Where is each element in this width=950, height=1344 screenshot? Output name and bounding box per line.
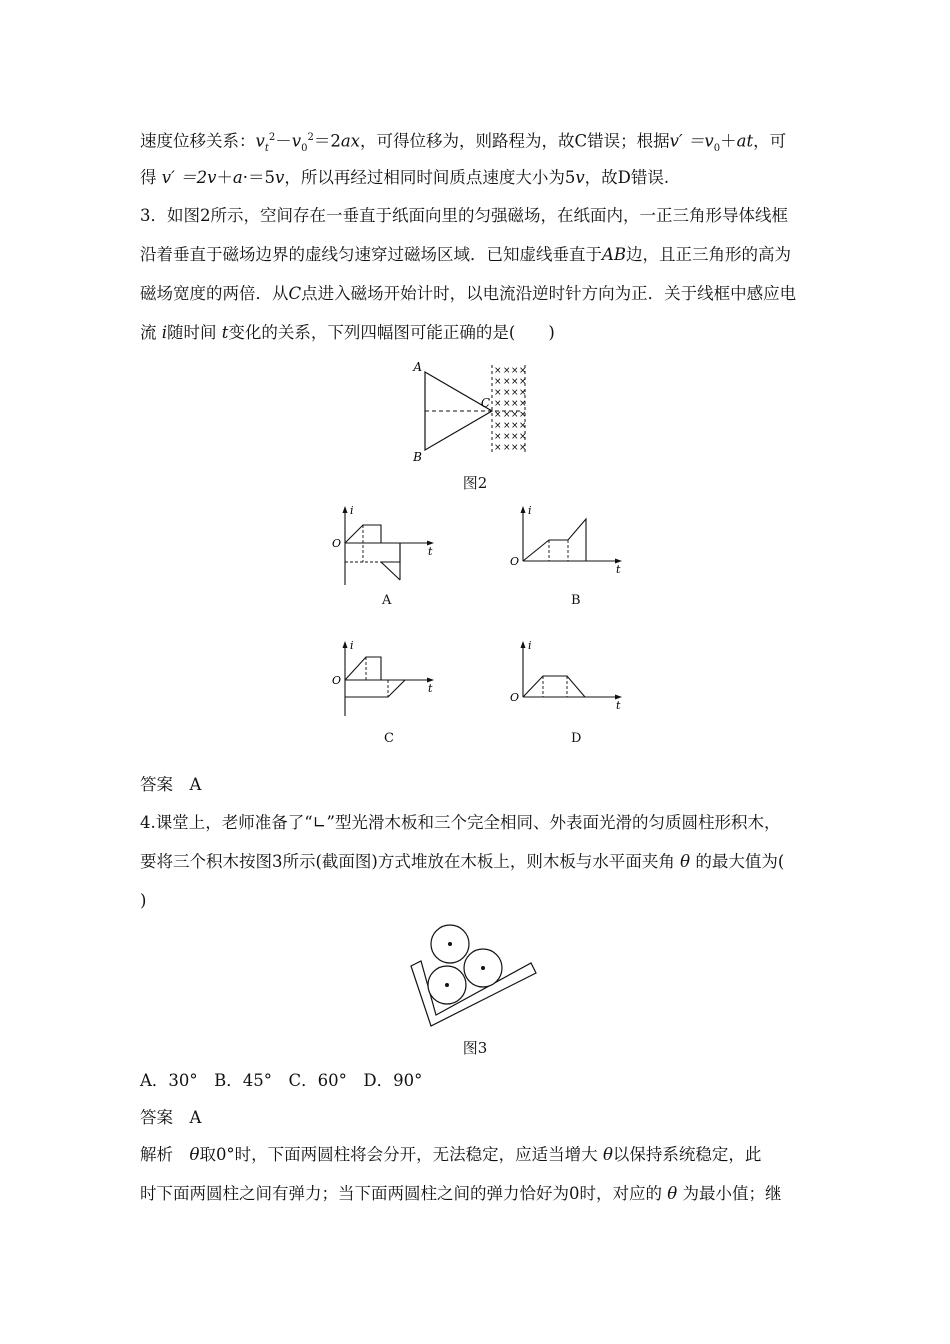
cross-icon: ×	[519, 399, 527, 409]
graph-b-label: B	[571, 593, 581, 608]
cross-icon: ×	[519, 377, 527, 387]
cross-icon: ×	[519, 421, 527, 431]
question-4-options: A．30° B．45° C．60° D．90°	[140, 1071, 423, 1090]
center-dot	[448, 942, 452, 946]
axis-label-i: i	[528, 504, 532, 517]
axis-label-i: i	[350, 504, 354, 517]
cross-icon: ×	[511, 366, 519, 376]
current-curve	[345, 657, 405, 697]
question-3-line-3	[140, 284, 796, 304]
figure-3-caption: 图3	[462, 1039, 488, 1057]
text-segment: 的最大值为(	[695, 852, 785, 871]
origin-label: O	[510, 691, 520, 704]
axis-label-t: t	[428, 682, 433, 695]
symbol-t: t	[221, 323, 229, 342]
cross-icon: ×	[503, 366, 511, 376]
cross-icon: ×	[494, 432, 502, 442]
subscript: 0	[301, 142, 308, 154]
question-3-line-1: 3．如图2所示，空间存在一垂直于纸面向里的匀强磁场，在纸面内，一正三角形导体线框	[140, 206, 788, 225]
operator: ＋	[720, 131, 737, 151]
figure-3-cylinders	[405, 918, 550, 1030]
cross-icon: ×	[519, 410, 527, 420]
cross-icon: ×	[511, 388, 519, 398]
analysis-line-1	[140, 1145, 761, 1165]
current-curve	[523, 519, 586, 561]
text-segment: 取0°时，下面两圆柱将会分开，无法稳定，应适当增大	[199, 1145, 598, 1164]
symbol-v: v	[207, 168, 217, 187]
cross-icon: ×	[503, 388, 511, 398]
arrow-up-icon	[343, 641, 348, 648]
text-segment: 沿着垂直于磁场边界的虚线匀速穿过磁场区域．已知虚线垂直于	[140, 245, 602, 264]
text-segment: 得	[140, 168, 157, 187]
vertex-label-c: C	[480, 396, 490, 410]
cross-icon: ×	[511, 410, 519, 420]
cross-icon: ×	[503, 377, 511, 387]
arrow-up-icon	[343, 506, 348, 513]
origin-label: O	[332, 537, 342, 550]
question-3-line-2	[140, 245, 791, 265]
origin-label: O	[510, 555, 520, 568]
text-segment: ，故D错误.	[584, 168, 670, 187]
cross-icon: ×	[494, 366, 502, 376]
symbol-v: v	[291, 131, 302, 151]
question-4-line-2	[140, 852, 784, 872]
current-curve	[523, 676, 585, 697]
arrow-up-icon	[521, 506, 526, 513]
text-segment: 要将三个积木按图3所示(截面图)方式堆放在木板上，则木板与水平面夹角	[140, 852, 675, 871]
cross-icon: ×	[494, 410, 502, 420]
symbol-ax: ax	[340, 131, 360, 151]
cross-icon: ×	[503, 410, 511, 420]
analysis-line-2	[140, 1184, 781, 1204]
superscript: 2	[268, 132, 276, 143]
text-segment: 点进入磁场开始计时，以电流沿逆时针方向为正．关于线框中感应电	[301, 284, 797, 303]
operator: ＋	[216, 168, 233, 187]
figure-2-triangle-field	[410, 360, 540, 465]
figure-2-caption: 图2	[462, 474, 488, 492]
cross-icon: ×	[503, 421, 511, 431]
cross-icon: ×	[503, 432, 511, 442]
cross-icon: ×	[503, 443, 511, 453]
cross-icon: ×	[494, 399, 502, 409]
subscript: 0	[713, 142, 721, 154]
graph-a	[330, 505, 450, 590]
symbol-v: v	[255, 131, 265, 151]
axis-label-t: t	[616, 699, 621, 712]
graph-d-label: D	[571, 731, 582, 746]
symbol-i: i	[161, 323, 168, 342]
magnetic-field-crosses	[494, 366, 527, 453]
graph-c	[330, 640, 450, 720]
superscript: 2	[307, 132, 314, 143]
cross-icon: ×	[511, 421, 519, 431]
graph-a-label: A	[382, 593, 392, 608]
cross-icon: ×	[511, 432, 519, 442]
symbol-vprime: v′ ＝	[669, 131, 705, 151]
symbol-c: C	[288, 284, 302, 303]
graph-d	[508, 640, 628, 720]
symbol-at: at	[736, 131, 754, 151]
question-4-answer: 答案 A	[140, 1108, 202, 1127]
question-4-line-3: )	[140, 891, 147, 910]
symbol-v: v	[274, 168, 285, 187]
axis-label-i: i	[528, 639, 532, 652]
symbol-theta: θ	[602, 1145, 613, 1164]
text-segment: ，所以再经过相同时间质点速度大小为5	[284, 168, 576, 187]
cross-icon: ×	[494, 443, 502, 453]
symbol-v: v	[575, 168, 585, 187]
vertex-label-b: B	[413, 450, 422, 464]
cross-icon: ×	[519, 366, 527, 376]
question-3-line-4	[140, 323, 555, 343]
cross-icon: ×	[494, 388, 502, 398]
cross-icon: ×	[519, 443, 527, 453]
symbol-theta: θ	[680, 852, 691, 871]
cross-icon: ×	[494, 377, 502, 387]
text-line	[140, 128, 786, 159]
text-segment: 为最小值；继	[682, 1184, 782, 1203]
symbol-theta: θ	[667, 1184, 678, 1203]
text-segment: 以保持系统稳定，此	[612, 1145, 762, 1164]
text-segment: 时下面两圆柱之间有弹力；当下面两圆柱之间的弹力恰好为0时，对应的	[140, 1184, 662, 1203]
axis-label-i: i	[350, 639, 354, 652]
symbol-v: v	[704, 131, 714, 151]
text-line	[140, 168, 669, 188]
current-curve-segment	[381, 562, 400, 580]
text-segment: 流	[140, 323, 157, 342]
text-segment: 速度位移关系：	[140, 131, 256, 151]
text-segment: 变化的关系，下列四幅图可能正确的是( )	[228, 323, 555, 342]
symbol-vprime: v′ ＝2	[161, 168, 208, 187]
question-4-line-1: 4.课堂上，老师准备了“∟”型光滑木板和三个完全相同、外表面光滑的匀质圆柱形积木，	[140, 813, 781, 832]
operator: ＝2	[313, 131, 341, 151]
cross-icon: ×	[503, 399, 511, 409]
cross-icon: ×	[494, 421, 502, 431]
operator: －	[275, 131, 292, 151]
arrow-up-icon	[521, 641, 526, 648]
text-segment: 磁场宽度的两倍．从	[140, 284, 289, 303]
graph-b	[508, 505, 628, 590]
operator: ·＝5	[242, 168, 275, 187]
vertex-label-a: A	[413, 360, 422, 374]
symbol-ab: AB	[602, 245, 627, 264]
graph-c-label: C	[384, 731, 394, 746]
cross-icon: ×	[511, 443, 519, 453]
cross-icon: ×	[511, 399, 519, 409]
cross-icon: ×	[511, 377, 519, 387]
cross-icon: ×	[519, 388, 527, 398]
axis-label-t: t	[428, 545, 433, 558]
text-segment: 解析	[140, 1145, 190, 1164]
text-segment: 随时间	[167, 323, 217, 342]
text-segment: 边，且正三角形的高为	[626, 245, 792, 264]
symbol-a: a	[232, 168, 243, 187]
text-segment: ，可得位移为，则路程为，故C错误；根据	[359, 131, 670, 151]
symbol-theta: θ	[189, 1145, 200, 1164]
subscript: t	[264, 142, 269, 154]
origin-label: O	[332, 674, 342, 687]
axis-label-t: t	[616, 563, 621, 576]
question-3-answer: 答案 A	[140, 775, 202, 794]
text-segment: ，可	[753, 131, 787, 151]
center-dot	[445, 983, 449, 987]
center-dot	[481, 966, 485, 970]
cross-icon: ×	[519, 432, 527, 442]
